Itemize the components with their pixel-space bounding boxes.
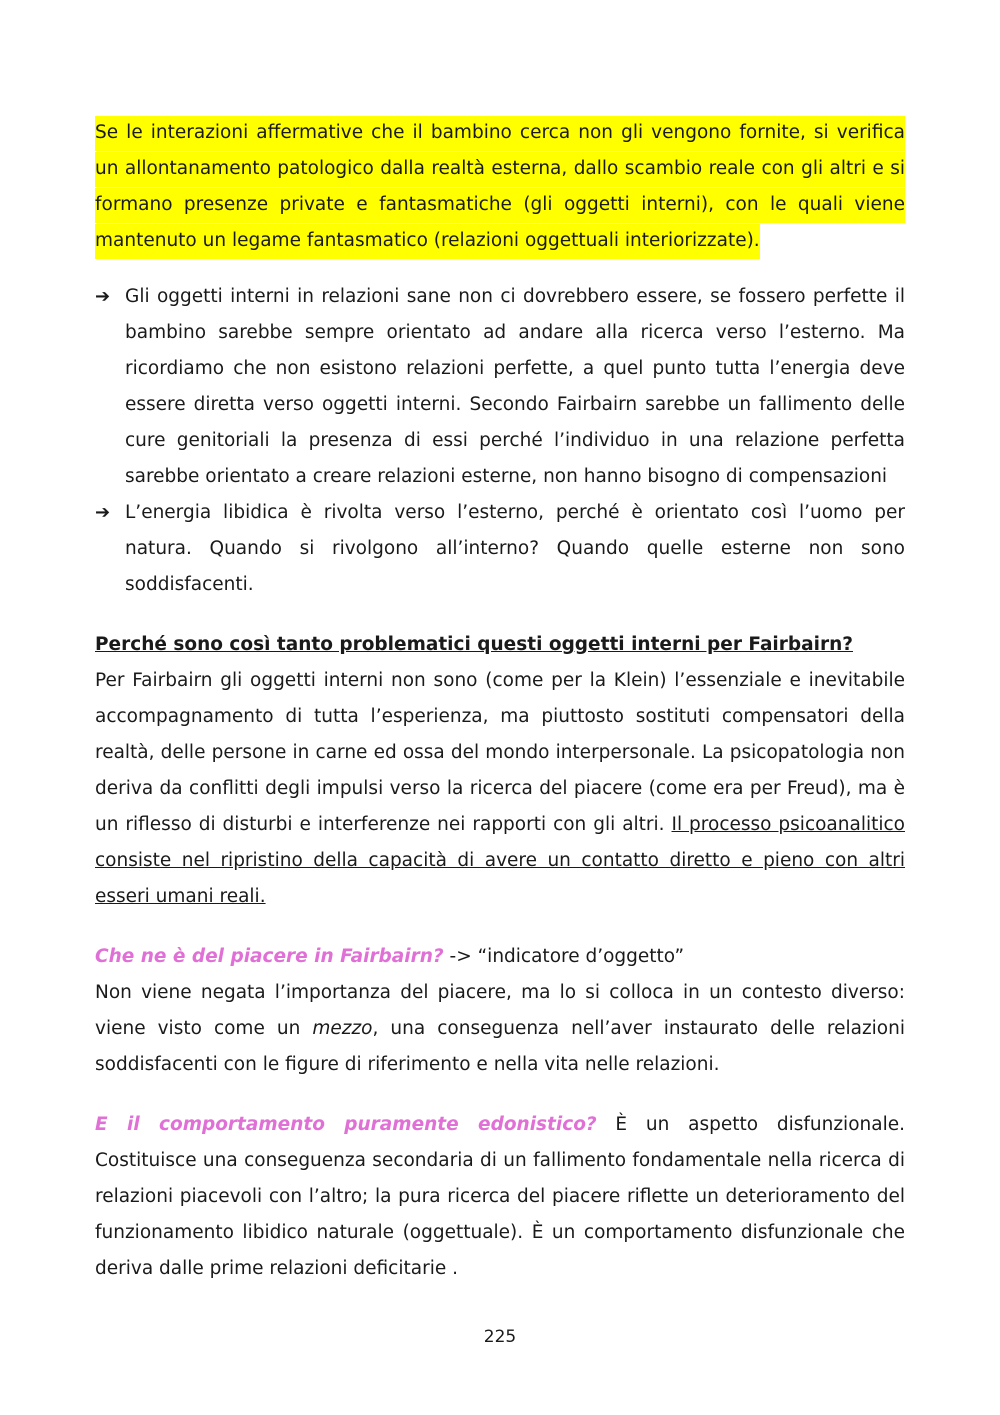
section-body-text: Per Fairbairn gli oggetti interni non sono (come per la Klein) l’essenziale e inevitabile accompagnamento di tutta l’esperienza, ma piuttosto sostituti compensatori della realtà, delle persone in carne ed ossa del mondo interpersonale. La psicopatologia non deriva da conflitti degli impulsi verso la ricerca del piacere (come era per Freud), ma è un riflesso di disturbi e interferenze nei rapporti con gli altri. [95, 670, 905, 835]
arrow-right-icon: ➔ [95, 286, 111, 307]
bullet-list [95, 279, 905, 603]
question-line [95, 939, 905, 975]
page-content [95, 115, 905, 1287]
underlined-statement: Il processo psicoanalitico consiste nel ripristino della capacità di avere un contatto diretto e pieno con altri esseri umani reali. [95, 814, 905, 907]
body-text-end: , una conseguenza nell’aver instaurato delle relazioni soddisfacenti con le figure di riferimento e nella vita nelle relazioni. [95, 1018, 905, 1075]
highlighted-text: Se le interazioni affermative che il bambino cerca non gli vengono fornite, si verifica un allontanamento patologico dalla realtà esterna, dallo scambio reale con gli altri e si formano presenze private e fantasmatiche (gli oggetti interni), con le quali viene mantenuto un legame fantasmatico (relazioni oggettuali interiorizzate). [95, 116, 905, 259]
bullet-item [95, 279, 905, 495]
section-hedonistic-behavior [95, 1107, 905, 1287]
section-heading: Perché sono così tanto problematici questi oggetti interni per Fairbairn? [95, 634, 853, 655]
section-body [95, 1107, 905, 1287]
bullet-text: L’energia libidica è rivolta verso l’esterno, perché è orientato così l’uomo per natura. Quando si rivolgono all’interno? Quando quelle esterne non sono soddisfacenti. [125, 502, 905, 595]
section-fairbairn-internal-objects [95, 627, 905, 915]
arrow-right-icon: ➔ [95, 502, 111, 523]
section-body [95, 975, 905, 1083]
bullet-item [95, 495, 905, 603]
body-italic-word: mezzo [312, 1018, 373, 1039]
question-text: Che ne è del piacere in Fairbairn? [95, 946, 444, 967]
highlighted-paragraph [95, 115, 905, 259]
section-body-text: È un aspetto disfunzionale. Costituisce una conseguenza secondaria di un fallimento fondamentale nella ricerca di relazioni piacevoli con l’altro; la pura ricerca del piacere riflette un deterioramento del funzionamento libidico naturale (oggettuale). È un comportamento disfunzionale che deriva dalle prime relazioni deficitarie . [95, 1114, 905, 1279]
body-text-start: Non viene negata l’importanza del piacere, ma lo si colloca in un contesto diverso: viene visto come un [95, 982, 905, 1039]
answer-text: -> “indicatore d’oggetto” [443, 946, 685, 967]
bullet-text: Gli oggetti interni in relazioni sane non ci dovrebbero essere, se fossero perfette il bambino sarebbe sempre orientato ad andare alla ricerca verso l’esterno. Ma ricordiamo che non esistono relazioni perfette, a quel punto tutta l’energia deve essere diretta verso oggetti interni. Secondo Fairbairn sarebbe un fallimento delle cure genitoriali la presenza di essi perché l’individuo in una relazione perfetta sarebbe orientato a creare relazioni esterne, non hanno bisogno di compensazioni [125, 286, 905, 487]
section-pleasure [95, 939, 905, 1083]
question-text: E il comportamento puramente edonistico? [95, 1114, 597, 1135]
section-body [95, 663, 905, 915]
page-number: 225 [483, 1327, 517, 1347]
